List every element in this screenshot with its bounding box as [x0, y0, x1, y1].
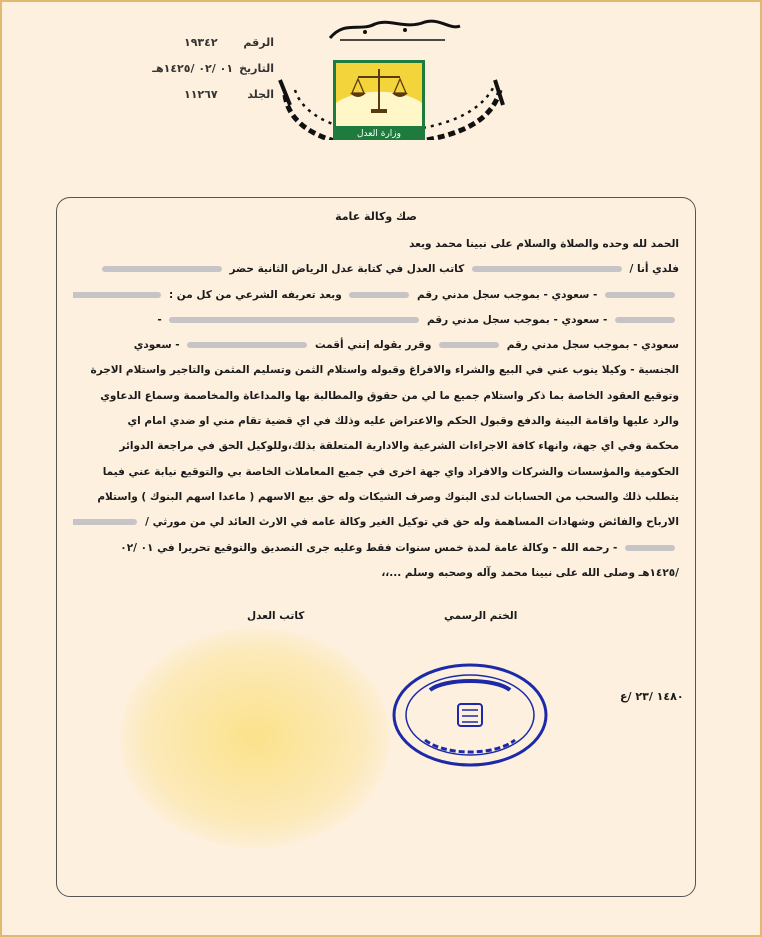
body-line-10: الحكومية والمؤسسات والشركات والافراد واي جهة اخرى في جميع المعاملات الخاصة بي والتوقيع نيابة عني فيما — [102, 465, 679, 478]
body-line-1: الحمد لله وحده والصلاة والسلام على نبينا محمد وبعد — [409, 238, 679, 250]
body-line-8: والرد عليها واقامة البينة والدفع وقبول الحكم والاعتراض عليه وذلك في اي قضية تقام مني او ضدي امام اي — [127, 415, 679, 428]
redacted-text — [169, 317, 419, 323]
body-line-6: الجنسية - وكيلا ينوب عني في البيع والشراء والافراغ وقبوله واستلام الثمن وتسليم المثمن والتاجير واستلام الاجرة — [90, 364, 679, 377]
body-line-13 — [73, 536, 679, 561]
date-value: ٠١ /٠٢ /١٤٢٥هـ — [152, 62, 234, 75]
redacted-text — [625, 545, 675, 551]
ministry-stamp — [390, 660, 550, 770]
body-text: - رحمه الله - وكالة عامة لمدة خمس سنوات فقط وعليه جرى التصديق والتوقيع تحريرا في ٠١ /٠٢ — [120, 541, 618, 554]
redacted-text — [615, 317, 675, 323]
redacted-text — [102, 266, 222, 272]
document-body — [73, 232, 679, 586]
body-line-7: وتوقيع العقود الخاصة بما ذكر واستلام جميع ما لي من حقوق والمطالبة بها والمداعاة والمخاصمة وسماع الدعاوي — [100, 389, 679, 402]
reference-number: ١٤٨٠ /٢٣ /ع — [620, 690, 684, 703]
body-text: - — [157, 313, 162, 326]
emblem-caption: وزارة العدل — [357, 129, 401, 139]
ministry-emblem — [333, 60, 425, 140]
body-line-4 — [73, 308, 679, 333]
yellow-blur-stain — [120, 628, 390, 848]
notary-label: كاتب العدل — [247, 610, 305, 622]
body-text: سعودي - بموجب سجل مدني رقم — [506, 339, 679, 352]
redacted-text — [439, 342, 499, 348]
body-line-14: /١٤٢٥هـ وصلى الله على نبينا محمد وآله وصحبه وسلم ...،، — [381, 566, 679, 579]
redacted-text — [349, 292, 409, 298]
redacted-text — [73, 292, 161, 298]
number-value: ١٩٣٤٢ — [184, 36, 218, 49]
body-line-11: يتطلب ذلك والسحب من الحسابات لدى البنوك وصرف الشيكات وله حق بيع الاسهم ( ماعدا اسهم البنوك ) واستلام — [97, 490, 679, 503]
body-text: الارباح والفائض وشهادات المساهمة وله حق في توكيل الغير وكالة عامه في الارث العائد لي من مورثي / — [145, 516, 679, 529]
body-line-2 — [73, 257, 679, 282]
scales-of-justice-icon — [336, 63, 422, 126]
document-title: صك وكالة عامة — [335, 210, 417, 223]
body-text: - سعودي - بموجب سجل مدني رقم — [417, 288, 598, 301]
redacted-text — [605, 292, 675, 298]
body-text: فلدي أنا / — [629, 263, 679, 276]
body-text: - سعودي — [133, 339, 180, 352]
body-line-9: محكمة وفي اي جهة، وانهاء كافة الاجراءات الشرعية والادارية المتعلقة بذلك،وللوكيل الحق في مراجعة الدوائر — [119, 440, 679, 453]
volume-value: ١١٢٦٧ — [184, 88, 218, 101]
redacted-text — [187, 342, 307, 348]
official-seal-label: الختم الرسمي — [444, 610, 518, 622]
redacted-text — [472, 266, 622, 272]
number-label: الرقم — [243, 36, 274, 49]
body-text: وبعد تعريفه الشرعي من كل من : — [168, 288, 342, 301]
body-text: كاتب العدل في كتابة عدل الرياض الثانية حضر — [229, 263, 465, 276]
body-line-5 — [73, 333, 679, 358]
body-line-3 — [73, 283, 679, 308]
redacted-text — [73, 519, 137, 525]
document-metadata — [152, 30, 274, 108]
emblem-yellow-field — [336, 63, 422, 126]
body-text: وقرر بقوله إنني أقمت — [314, 339, 432, 352]
date-label: التاريخ — [239, 62, 274, 75]
volume-label: الجلد — [247, 88, 274, 101]
number-row — [184, 30, 274, 56]
volume-row — [184, 82, 274, 108]
body-line-12 — [73, 510, 679, 535]
date-row — [152, 56, 274, 82]
body-text: - سعودي - بموجب سجل مدني رقم — [427, 313, 608, 326]
